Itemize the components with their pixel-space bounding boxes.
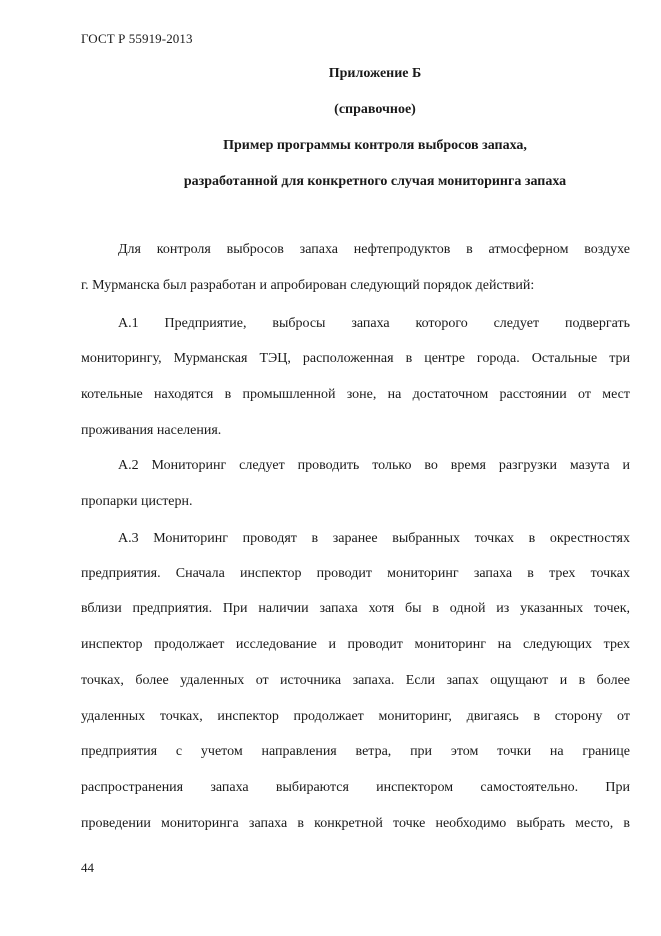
body-line: предприятия. Сначала инспектор проводит мониторинг запаха в трех точках [81, 566, 630, 581]
body-line: котельные находятся в промышленной зоне, на достаточном расстоянии от мест [81, 387, 630, 402]
body-line: предприятия с учетом направления ветра, при этом точки на границе [81, 744, 630, 759]
appendix-title: Приложение Б [328, 66, 422, 81]
body-line: пропарки цистерн. [81, 494, 193, 509]
appendix-status: (справочное) [334, 102, 416, 117]
body-line: Для контроля выбросов запаха нефтепродуктов в атмосферном воздухе [118, 242, 630, 257]
body-line: инспектор продолжает исследование и проводит мониторинг на следующих трех [81, 637, 630, 652]
body-line: А.3 Мониторинг проводят в заранее выбранных точках в окрестностях [118, 531, 630, 546]
body-line: удаленных точках, инспектор продолжает мониторинг, двигаясь в сторону от [81, 709, 630, 724]
standard-code: ГОСТ Р 55919-2013 [81, 31, 193, 46]
body-line: вблизи предприятия. При наличии запаха хотя бы в одной из указанных точек, [81, 601, 630, 616]
body-line: проживания населения. [81, 423, 222, 438]
appendix-heading-line-2: разработанной для конкретного случая мониторинга запаха [183, 174, 567, 189]
body-line: г. Мурманска был разработан и апробирован следующий порядок действий: [81, 278, 535, 293]
body-line: мониторингу, Мурманская ТЭЦ, расположенная в центре города. Остальные три [81, 351, 630, 366]
appendix-heading-line-1: Пример программы контроля выбросов запаха, [223, 138, 527, 153]
page-number: 44 [81, 860, 94, 875]
body-line: проведении мониторинга запаха в конкретной точке необходимо выбрать место, в [81, 816, 630, 831]
body-line: А.1 Предприятие, выбросы запаха которого следует подвергать [118, 316, 630, 331]
body-line: распространения запаха выбираются инспектором самостоятельно. При [81, 780, 630, 795]
body-line: А.2 Мониторинг следует проводить только во время разгрузки мазута и [118, 458, 630, 473]
body-line: точках, более удаленных от источника запаха. Если запах ощущают и в более [81, 673, 630, 688]
